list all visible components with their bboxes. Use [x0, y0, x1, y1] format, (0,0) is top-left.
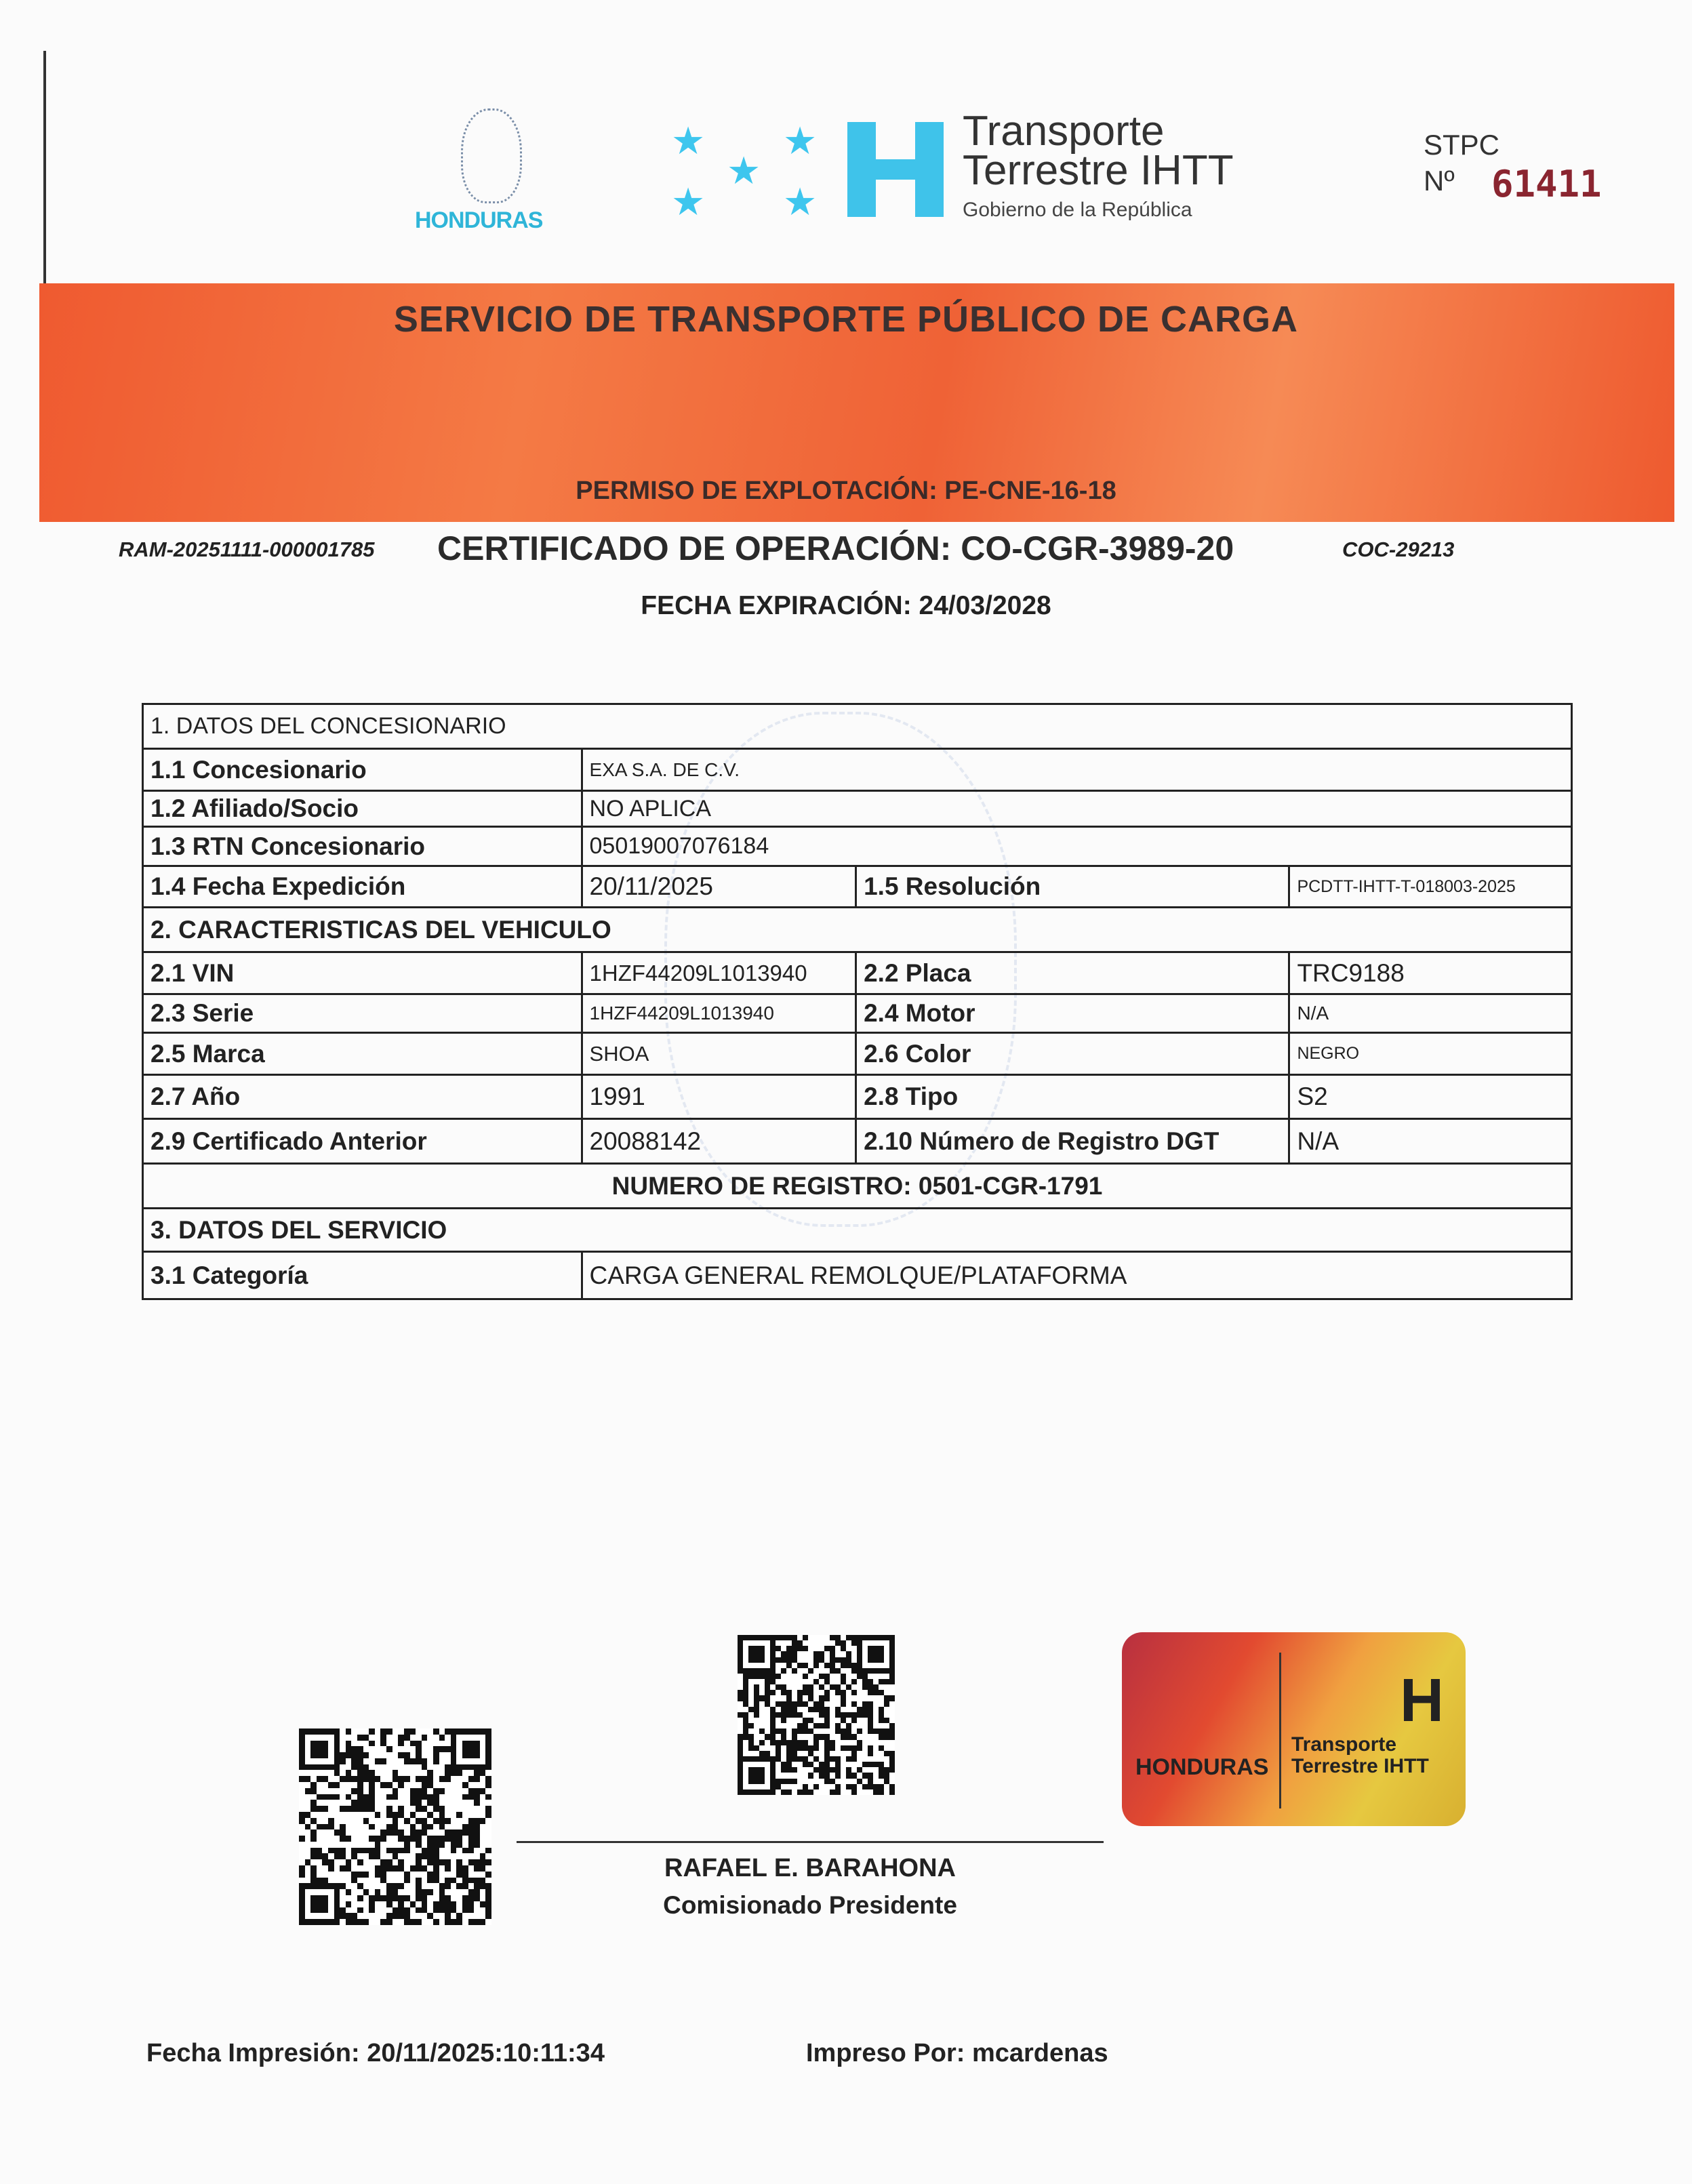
signer-name: RAFAEL E. BARAHONA — [664, 1854, 956, 1882]
document-title: SERVICIO DE TRANSPORTE PÚBLICO DE CARGA — [393, 299, 1299, 340]
table-row: 2.5 Marca SHOA 2.6 Color NEGRO — [143, 1033, 1572, 1075]
honduras-logo-text: HONDURAS — [415, 207, 543, 233]
serial-number: 61411 — [1491, 163, 1602, 205]
table-row: 1.2 Afiliado/Socio NO APLICA — [143, 791, 1572, 827]
table-row: 2.1 VIN 1HZF44209L1013940 2.2 Placa TRC9188 — [143, 952, 1572, 994]
honduras-coat-of-arms-icon — [461, 108, 522, 203]
table-row: 2.7 Año 1991 2.8 Tipo S2 — [143, 1075, 1572, 1119]
agency-name: Transporte Terrestre IHTT — [963, 108, 1234, 194]
table-row: 3.1 Categoría CARGA GENERAL REMOLQUE/PLATAFORMA — [143, 1252, 1572, 1299]
number-label: Nº — [1424, 165, 1455, 197]
expiration-date: FECHA EXPIRACIÓN: 24/03/2028 — [641, 591, 1051, 620]
certificate-number: CERTIFICADO DE OPERACIÓN: CO-CGR-3989-20 — [437, 529, 1234, 567]
table-row: 2.3 Serie 1HZF44209L1013940 2.4 Motor N/A — [143, 994, 1572, 1033]
section-header: 3. DATOS DEL SERVICIO — [143, 1209, 1572, 1252]
printed-by: Impreso Por: mcardenas — [806, 2039, 1108, 2067]
ihtt-h-logo-icon — [847, 122, 944, 217]
table-row: 1.4 Fecha Expedición 20/11/2025 1.5 Resolución PCDTT-IHTT-T-018003-2025 — [143, 866, 1572, 908]
table-row: 1.3 RTN Concesionario 05019007076184 — [143, 827, 1572, 866]
registration-row: NUMERO DE REGISTRO: 0501-CGR-1791 — [143, 1164, 1572, 1209]
signature-line — [517, 1841, 1104, 1843]
section-header: 1. DATOS DEL CONCESIONARIO — [143, 704, 1572, 749]
signer-title: Comisionado Presidente — [663, 1891, 957, 1919]
agency-subtitle: Gobierno de la República — [963, 199, 1192, 221]
qr-code-center — [738, 1635, 895, 1795]
qr-code-left — [299, 1728, 491, 1925]
hologram-seal: HONDURAS H Transporte Terrestre IHTT — [1122, 1632, 1466, 1826]
print-date: Fecha Impresión: 20/11/2025:10:11:34 — [146, 2039, 605, 2067]
certificate-table — [142, 703, 1573, 1300]
table-row: 1.1 Concesionario EXA S.A. DE C.V. — [143, 749, 1572, 791]
ram-number: RAM-20251111-000001785 — [119, 538, 375, 561]
permit-number: PERMISO DE EXPLOTACIÓN: PE-CNE-16-18 — [576, 477, 1116, 505]
stars-icon: ★ ★ ★ ★ ★ — [671, 119, 818, 223]
section-header: 2. CARACTERISTICAS DEL VEHICULO — [143, 908, 1572, 952]
coc-number: COC-29213 — [1342, 538, 1455, 561]
table-row: 2.9 Certificado Anterior 20088142 2.10 Número de Registro DGT N/A — [143, 1119, 1572, 1164]
stpc-label: STPC — [1424, 129, 1500, 161]
